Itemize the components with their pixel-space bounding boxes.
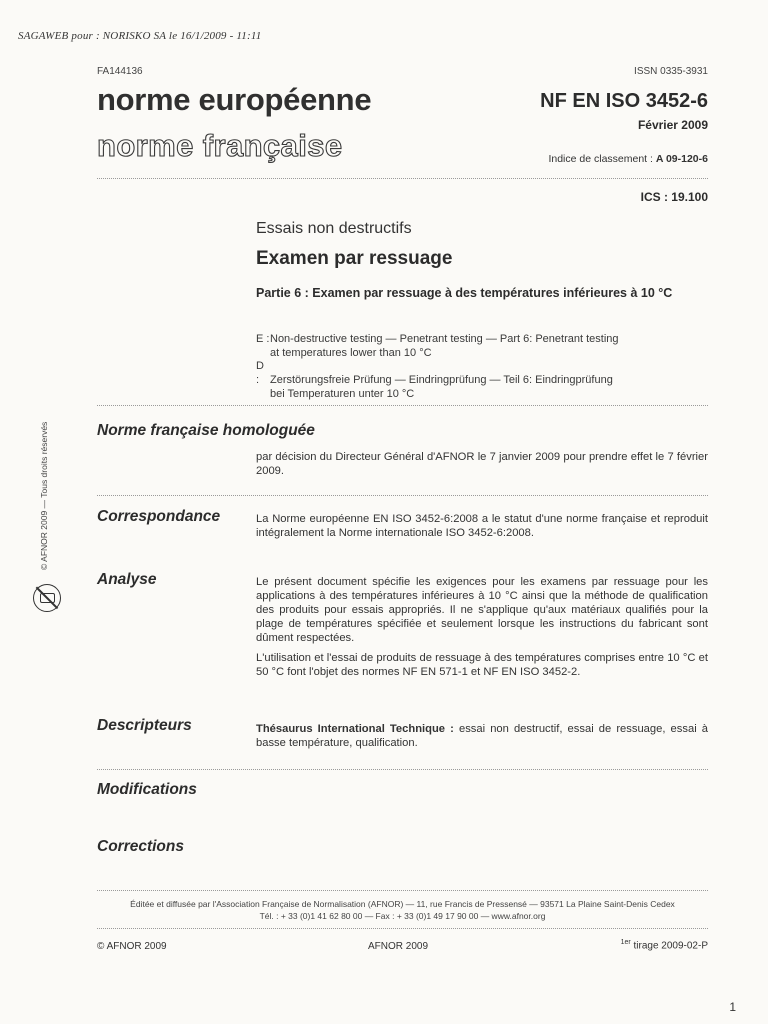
copyright-text: © AFNOR 2009 — Tous droits réservés <box>39 421 49 570</box>
section-body-descripteurs <box>256 722 708 756</box>
section-heading-corrections: Corrections <box>97 838 184 855</box>
section-body-analyse <box>256 575 708 685</box>
footer-publisher: AFNOR 2009 <box>368 941 429 952</box>
section-heading-modifications: Modifications <box>97 781 197 798</box>
german-title-line1: Zerstörungsfreie Prüfung — Eindringprüfung — Teil 6: Eindringprüfung <box>270 374 613 386</box>
divider <box>97 178 708 179</box>
publisher-notice <box>97 898 708 922</box>
section-body-homologuee <box>256 450 708 484</box>
footer-copyright: © AFNOR 2009 <box>97 941 167 952</box>
title-norme-francaise: norme française <box>97 128 343 163</box>
page-number: 1 <box>729 1000 736 1014</box>
english-label: E : <box>256 333 270 345</box>
classification-value: A 09-120-6 <box>655 153 708 165</box>
descripteurs-text: essai non destructif, essai de ressuage, essai à basse température, qualification. <box>256 723 708 749</box>
divider <box>97 769 708 770</box>
standard-number: NF EN ISO 3452-6 <box>540 90 708 112</box>
document-title: Examen par ressuage <box>256 248 453 269</box>
german-title <box>256 359 716 401</box>
document-subject: Essais non destructifs <box>256 220 412 237</box>
section-heading-correspondance: Correspondance <box>97 508 221 525</box>
section-heading-descripteurs: Descripteurs <box>97 717 192 734</box>
printing-ordinal: 1er <box>620 939 631 946</box>
standard-date: Février 2009 <box>637 118 708 132</box>
section-heading-homologuee: Norme française homologuée <box>97 422 315 439</box>
classification-label: Indice de classement : <box>548 153 656 165</box>
publisher-contact: Tél. : + 33 (0)1 41 62 80 00 — Fax : + 33 (0)1 49 17 90 00 — www.afnor.org <box>259 911 546 921</box>
german-title-line2: bei Temperaturen unter 10 °C <box>270 388 415 400</box>
printing-code: tirage 2009-02-P <box>630 940 708 952</box>
footer-printing <box>621 939 708 951</box>
homologuee-text: par décision du Directeur Général d'AFNOR le 7 janvier 2009 pour prendre effet le 7 février 2009. <box>256 451 708 477</box>
divider <box>97 890 708 891</box>
publisher-address: Éditée et diffusée par l'Association Française de Normalisation (AFNOR) — 11, rue Francis de Pressensé — 93571 La Plaine Saint-Denis Cedex <box>130 899 675 909</box>
title-norme-europeenne: norme européenne <box>97 82 372 117</box>
german-label: D : <box>256 360 264 386</box>
analyse-paragraph-2: L'utilisation et l'essai de produits de ressuage à des températures comprises entre 10 °C et 50 °C font l'objet des normes NF EN 571-1 et NF EN ISO 3452-2. <box>256 652 708 678</box>
english-title-line1: Non-destructive testing — Penetrant testing — Part 6: Penetrant testing <box>270 333 619 345</box>
document-reference: FA144136 <box>97 66 143 77</box>
english-title-line2: at temperatures lower than 10 °C <box>270 347 432 359</box>
divider <box>97 405 708 406</box>
correspondance-text: La Norme européenne EN ISO 3452-6:2008 a le statut d'une norme française et reproduit intégralement la Norme internationale ISO 3452-6:2008. <box>256 513 708 539</box>
section-heading-analyse: Analyse <box>97 571 157 588</box>
analyse-paragraph-1: Le présent document spécifie les exigences pour les examens par ressuage pour les applications à des températures inférieures à 10 °C ainsi que la méthode de qualification des produits pour essais appropriés. Il ne s'applique qu'aux matériaux qualifiés pour la plage de températures spécifiée et seulement lorsque les instructions du fabricant sont dûment respectées. <box>256 576 708 644</box>
ics-code: ICS : 19.100 <box>640 190 708 204</box>
descripteurs-label: Thésaurus International Technique : <box>256 723 459 735</box>
classification-index <box>548 153 708 165</box>
side-copyright-notice <box>38 400 52 570</box>
no-photocopy-icon <box>33 584 61 612</box>
issn: ISSN 0335-3931 <box>634 66 708 77</box>
section-body-correspondance <box>256 512 708 546</box>
download-watermark: SAGAWEB pour : NORISKO SA le 16/1/2009 - 11:11 <box>18 30 262 42</box>
divider <box>97 495 708 496</box>
divider <box>97 928 708 929</box>
document-part-title: Partie 6 : Examen par ressuage à des températures inférieures à 10 °C <box>256 286 673 300</box>
english-title <box>256 332 716 360</box>
